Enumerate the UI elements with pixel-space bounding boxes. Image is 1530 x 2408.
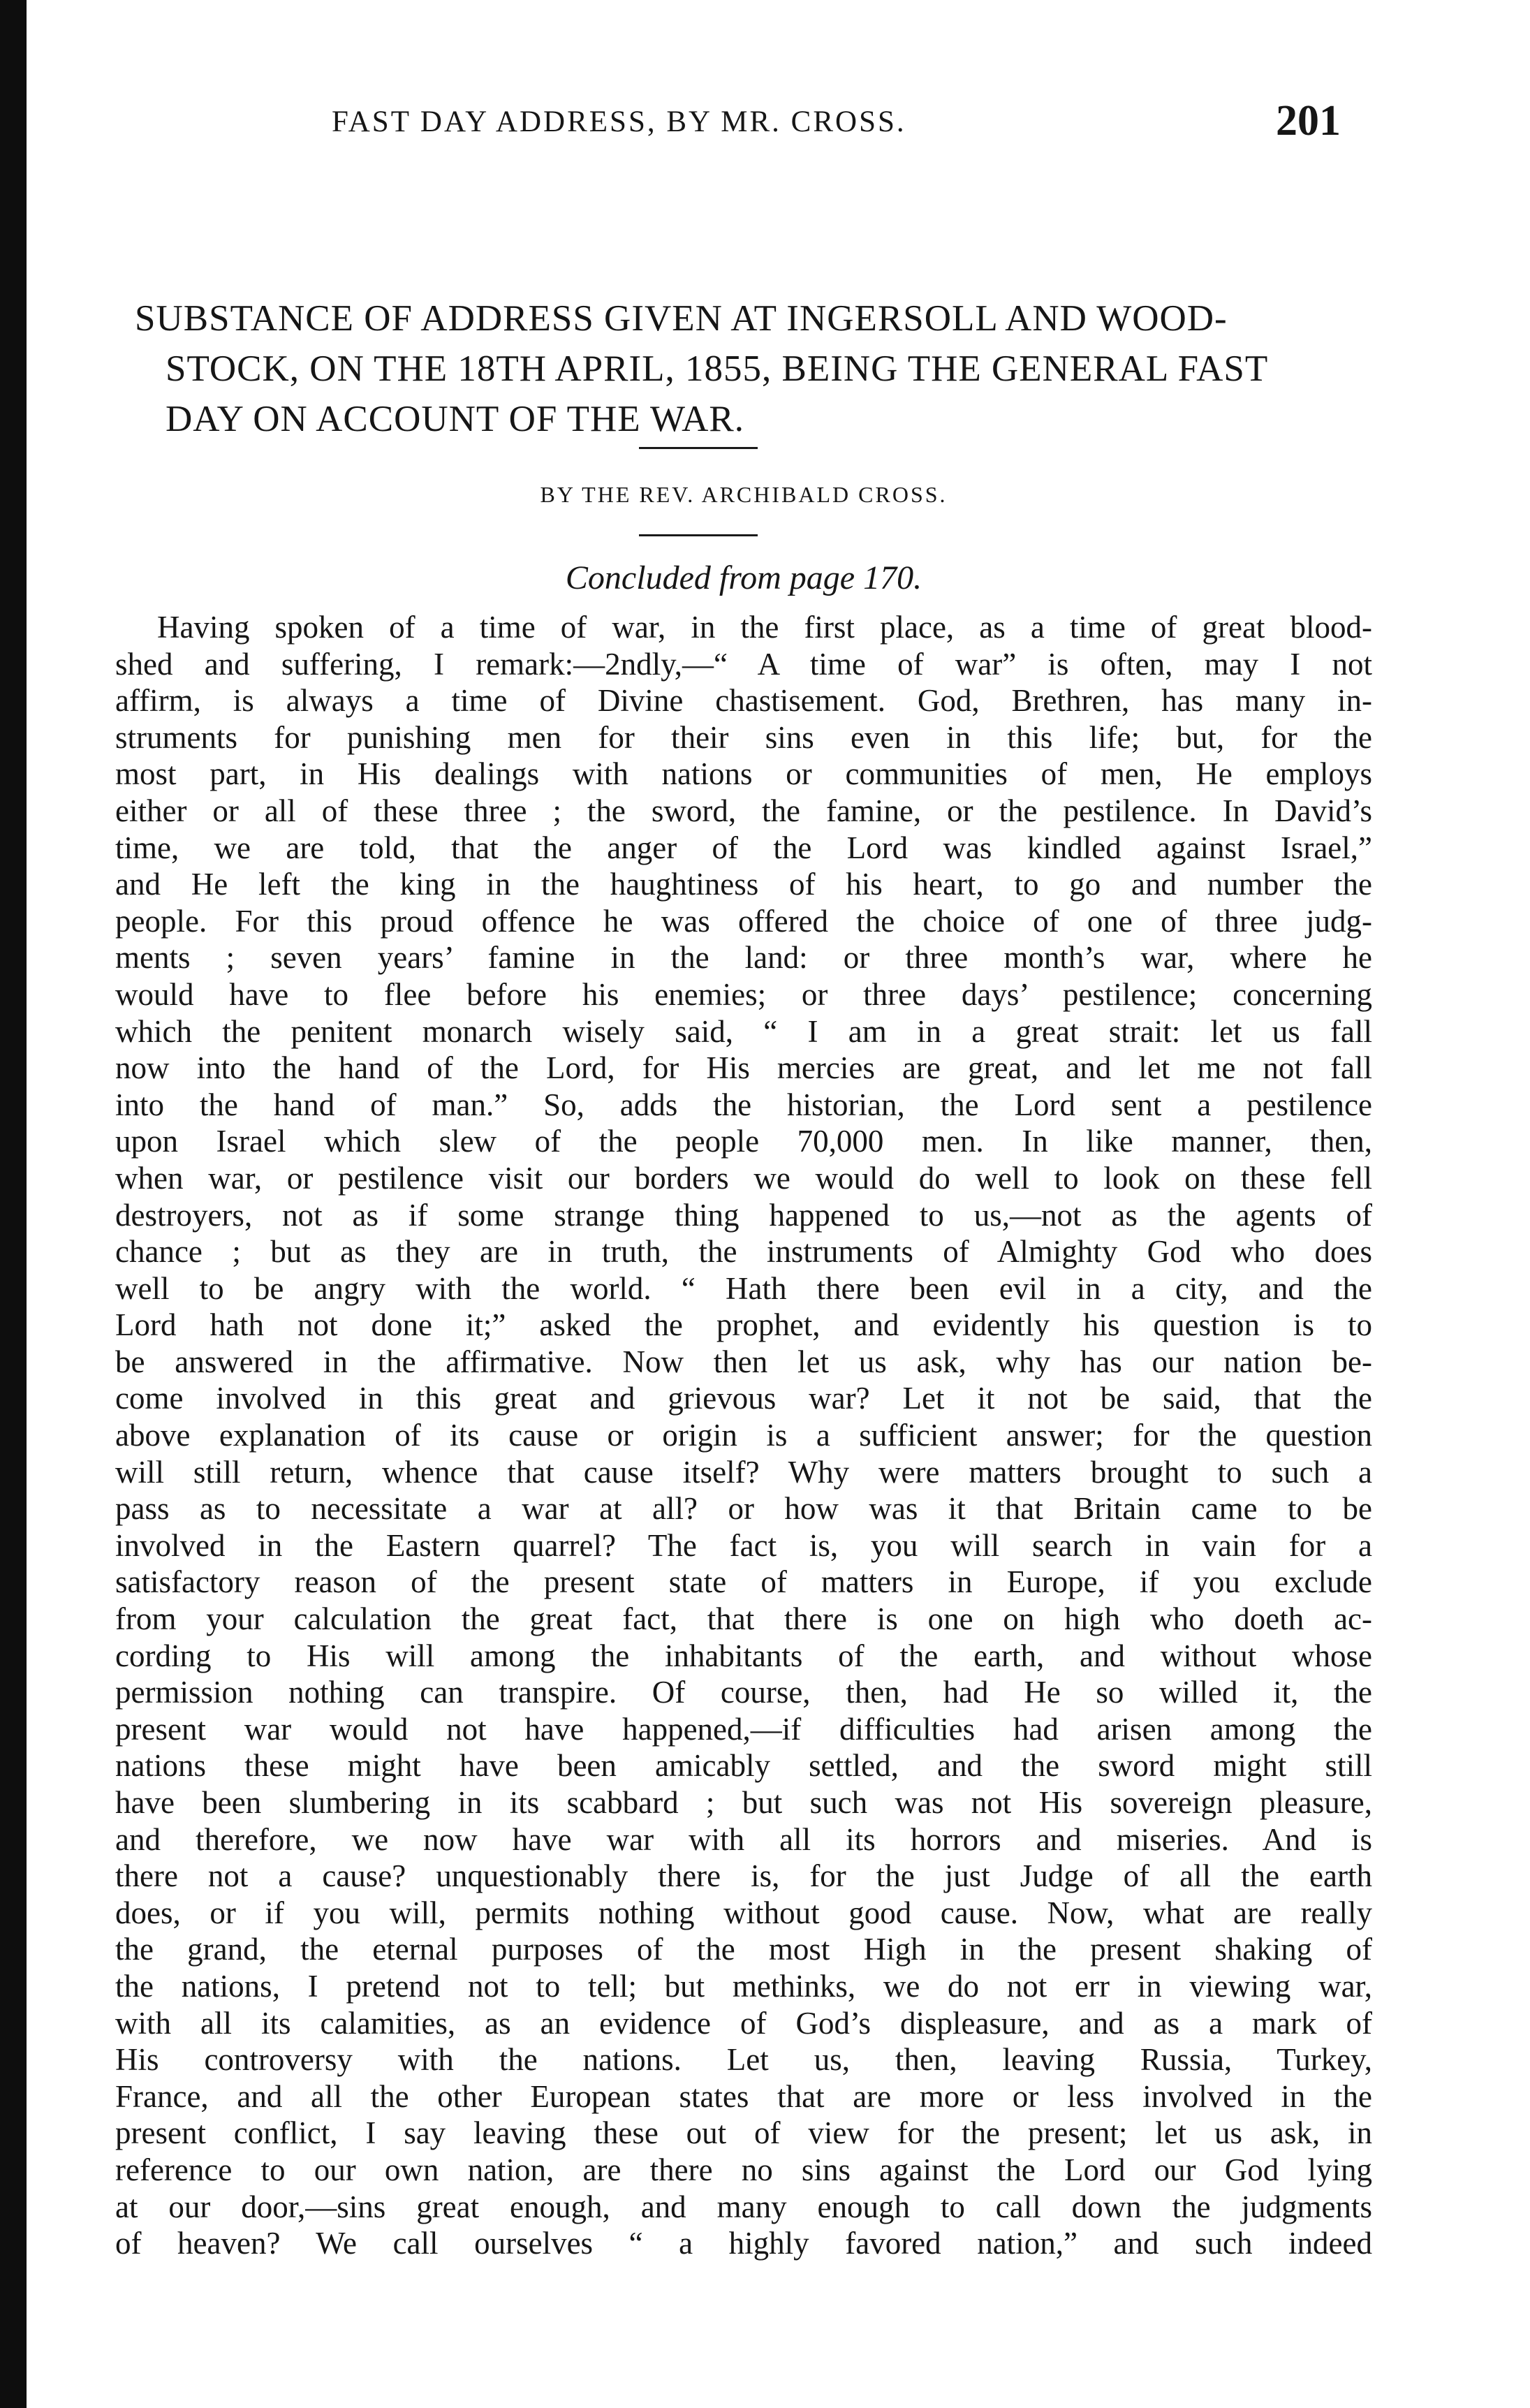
running-head <box>115 96 1372 152</box>
page-number: 201 <box>1276 97 1341 145</box>
binding-edge <box>0 0 27 2408</box>
body-line: there not a cause? unquestionably there is, for the just Judge of all the earth <box>115 1858 1372 1894</box>
body-line: present conflict, I say leaving these out of view for the present; let us ask, in <box>115 2115 1372 2151</box>
title-line: DAY ON ACCOUNT OF THE WAR. <box>165 399 744 439</box>
body-line: come involved in this great and grievous war? Let it not be said, that the <box>115 1381 1372 1416</box>
body-line: affirm, is always a time of Divine chastisement. God, Brethren, has many in- <box>115 683 1372 719</box>
body-line: of heaven? We call ourselves “ a highly favored nation,” and such indeed <box>115 2226 1372 2261</box>
body-line: pass as to necessitate a war at all? or how was it that Britain came to be <box>115 1491 1372 1527</box>
body-line: upon Israel which slew of the people 70,000 men. In like manner, then, <box>115 1124 1372 1159</box>
body-line: ments ; seven years’ famine in the land: or three month’s war, where he <box>115 940 1372 976</box>
body-line: nations these might have been amicably settled, and the sword might still <box>115 1748 1372 1784</box>
body-line: and He left the king in the haughtiness of his heart, to go and number the <box>115 867 1372 902</box>
body-line: the grand, the eternal purposes of the most High in the present shaking of <box>115 1932 1372 1967</box>
body-line: time, we are told, that the anger of the Lord was kindled against Israel,” <box>115 830 1372 865</box>
body-line: which the penitent monarch wisely said, “ I am in a great strait: let us fall <box>115 1013 1372 1049</box>
body-line: from your calculation the great fact, that there is one on high who doeth ac- <box>115 1601 1372 1637</box>
body-line: now into the hand of the Lord, for His mercies are great, and let me not fall <box>115 1050 1372 1086</box>
body-line: present war would not have happened,—if difficulties had arisen among the <box>115 1711 1372 1747</box>
book-page <box>115 0 1372 2408</box>
body-line: His controversy with the nations. Let us, then, leaving Russia, Turkey, <box>115 2042 1372 2078</box>
body-line: would have to flee before his enemies; or three days’ pestilence; concerning <box>115 976 1372 1012</box>
body-line: struments for punishing men for their sins even in this life; but, for the <box>115 719 1372 755</box>
body-line: France, and all the other European states that are more or less involved in the <box>115 2078 1372 2114</box>
continuation-note: Concluded from page 170. <box>565 559 922 596</box>
body-line: and therefore, we now have war with all its horrors and miseries. And is <box>115 1821 1372 1857</box>
body-line: the nations, I pretend not to tell; but methinks, we do not err in viewing war, <box>115 1968 1372 2004</box>
byline: BY THE REV. ARCHIBALD CROSS. <box>540 482 948 507</box>
body-line: destroyers, not as if some strange thing happened to us,—not as the agents of <box>115 1197 1372 1233</box>
article-title <box>115 293 1372 444</box>
body-line: have been slumbering in its scabbard ; but such was not His sovereign pleasure, <box>115 1785 1372 1820</box>
body-line: either or all of these three ; the sword, the famine, or the pestilence. In David’s <box>115 793 1372 828</box>
body-line: Lord hath not done it;” asked the prophet, and evidently his question is to <box>115 1307 1372 1343</box>
body-line: reference to our own nation, are there no sins against the Lord our God lying <box>115 2152 1372 2187</box>
title-rule <box>639 447 758 449</box>
body-line: permission nothing can transpire. Of course, then, had He so willed it, the <box>115 1675 1372 1710</box>
body-line: shed and suffering, I remark:—2ndly,—“ A time of war” is often, may I not <box>115 646 1372 682</box>
body-line: satisfactory reason of the present state of matters in Europe, if you exclude <box>115 1564 1372 1600</box>
body-line: chance ; but as they are in truth, the instruments of Almighty God who does <box>115 1234 1372 1270</box>
body-line: above explanation of its cause or origin is a sufficient answer; for the question <box>115 1418 1372 1453</box>
body-line: with all its calamities, as an evidence of God’s displeasure, and as a mark of <box>115 2005 1372 2041</box>
title-line: SUBSTANCE OF ADDRESS GIVEN AT INGERSOLL AND WOOD- <box>135 298 1228 339</box>
title-line: STOCK, ON THE 18TH APRIL, 1855, BEING THE GENERAL FAST <box>165 348 1269 389</box>
body-line: into the hand of man.” So, adds the historian, the Lord sent a pestilence <box>115 1087 1372 1122</box>
body-line: involved in the Eastern quarrel? The fact is, you will search in vain for a <box>115 1527 1372 1563</box>
body-line: at our door,—sins great enough, and many enough to call down the judgments <box>115 2189 1372 2224</box>
running-title: FAST DAY ADDRESS, BY MR. CROSS. <box>332 105 906 138</box>
body-line: does, or if you will, permits nothing without good cause. Now, what are really <box>115 1895 1372 1930</box>
body-line: well to be angry with the world. “ Hath there been evil in a city, and the <box>115 1270 1372 1306</box>
body-line: most part, in His dealings with nations or communities of men, He employs <box>115 756 1372 792</box>
body-line: Having spoken of a time of war, in the first place, as a time of great blood- <box>157 610 1372 645</box>
body-line: be answered in the affirmative. Now then let us ask, why has our nation be- <box>115 1344 1372 1379</box>
article-body <box>115 609 1372 2262</box>
body-line: people. For this proud offence he was offered the choice of one of three judg- <box>115 903 1372 939</box>
body-line: will still return, whence that cause itself? Why were matters brought to such a <box>115 1454 1372 1490</box>
byline-rule <box>639 534 758 536</box>
body-line: when war, or pestilence visit our borders we would do well to look on these fell <box>115 1160 1372 1196</box>
body-line: cording to His will among the inhabitants of the earth, and without whose <box>115 1638 1372 1673</box>
